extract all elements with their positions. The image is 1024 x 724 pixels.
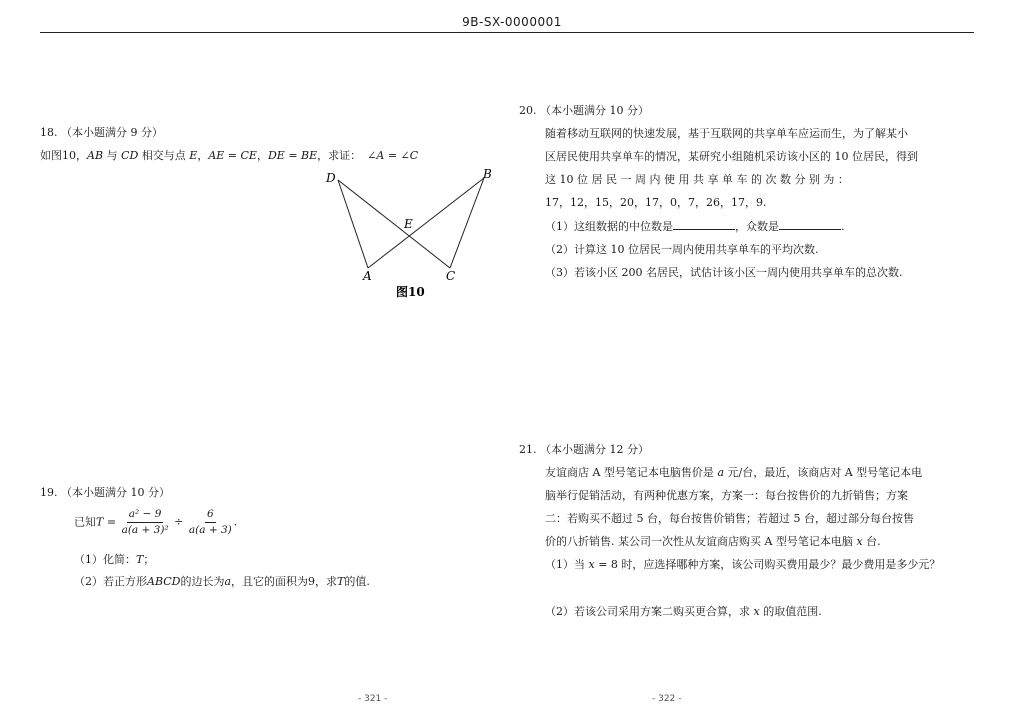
q21-sub-2-c: 的取值范围. <box>759 605 822 618</box>
q19-known-prefix: 已知 <box>74 515 96 529</box>
figure-label-a: A <box>363 269 372 283</box>
q20-sub-1-b: ，众数是 <box>735 220 779 233</box>
figure-label-c: C <box>446 269 456 283</box>
q19-fraction-1 <box>122 508 169 537</box>
q18-text-m: = <box>284 149 302 162</box>
q18-text-i: = <box>224 149 241 162</box>
q19-part-1 <box>74 551 154 567</box>
figure-10 <box>320 164 500 304</box>
q21-sub-1-c: = 8 时，应选择哪种方案，该公司购买费用最少？最少费用是多少元？ <box>594 558 941 571</box>
figure-label-d: D <box>326 171 336 185</box>
q19-part-2 <box>74 573 370 589</box>
q18-text-o: ，求证： <box>317 149 362 162</box>
q21-sub-2-a: （2）若该公司采用方案二购买更合算，求 <box>545 605 754 618</box>
q20-sub-3: （3）若该小区 200 名居民，试估计该小区一周内使用共享单车的总次数. <box>545 266 903 279</box>
q21-line-4-c: 台. <box>862 535 881 548</box>
document-code: 9B-SX-0000001 <box>462 15 562 29</box>
q19-part-2-e: ，且它的面积为9，求 <box>231 575 338 588</box>
q20-mode-blank <box>779 219 841 230</box>
q18-text-a: 如图10， <box>40 149 87 162</box>
q21-sub-2 <box>545 603 822 619</box>
q19-fraction-1-numerator: a² − 9 <box>127 508 164 523</box>
header-rule <box>40 32 974 33</box>
page-number-left: - 321 - <box>358 694 388 704</box>
q21-sub-1-var-x: x <box>588 558 595 571</box>
q21-line-3: 二：若购买不超过 5 台，每台按售价销售；若超过 5 台，超过部分每台按售 <box>545 512 914 525</box>
page-number-right: - 322 - <box>652 694 682 704</box>
q21-line-4-a: 价的八折销售. 某公司一次性从友谊商店购买 A 型号笔记本电脑 <box>545 535 857 548</box>
q19-equals: = <box>103 515 120 529</box>
q19-part-1-t: T <box>136 553 144 566</box>
segment-dc <box>338 180 450 268</box>
q19-t-var: T <box>96 515 104 529</box>
q19-divide: ÷ <box>170 515 187 529</box>
q21-sub-2-var-x: x <box>753 605 760 618</box>
q18-statement <box>40 147 418 163</box>
q19-part-2-abcd: ABCD <box>147 575 181 588</box>
q21-sub-1 <box>545 556 940 572</box>
q19-part-2-g: 的值. <box>344 575 370 588</box>
figure-label-b: B <box>483 167 492 181</box>
q21-line-4 <box>545 533 881 549</box>
q21-line-4-var-x: x <box>856 535 863 548</box>
q19-part-2-a-var: a <box>224 575 232 588</box>
figure-label-e: E <box>404 217 413 231</box>
q18-seg-de: DE <box>267 149 285 162</box>
q18-claim: ∠A = ∠C <box>367 149 419 162</box>
q19-fraction-2 <box>189 508 232 537</box>
q20-sub-1-c: . <box>841 220 845 233</box>
q18-text-e: 相交与点 <box>138 149 190 162</box>
q21-line-1-var-a: a <box>717 466 724 479</box>
q20-title: 20. （本小题满分 10 分） <box>519 104 649 117</box>
q21-line-2: 脑举行促销活动，有两种优惠方案，方案一：每台按售价的九折销售；方案 <box>545 489 908 502</box>
q20-sub-1-a: （1）这组数据的中位数是 <box>545 220 673 233</box>
figure-caption: 图10 <box>396 285 425 299</box>
q20-sub-1 <box>545 218 845 234</box>
q21-line-1-a: 友谊商店 A 型号笔记本电脑售价是 <box>545 466 718 479</box>
q20-line-2: 区居民使用共享单车的情况，某研究小组随机采访该小区的 10 位居民，得到 <box>545 150 918 163</box>
q19-definition <box>74 508 237 537</box>
q19-fraction-2-denominator: a(a + 3) <box>188 524 232 536</box>
q21-sub-1-a: （1）当 <box>545 558 589 571</box>
q21-line-1-c: 元/台，最近，该商店对 A 型号笔记本电 <box>724 466 923 479</box>
q20-line-3: 这 10 位 居 民 一 周 内 使 用 共 享 单 车 的 次 数 分 别 为 ： <box>545 173 849 186</box>
q20-sub-2: （2）计算这 10 位居民一周内使用共享单车的平均次数. <box>545 243 819 256</box>
q21-line-1 <box>545 464 922 480</box>
q18-seg-be: BE <box>301 149 318 162</box>
q18-text-k: ， <box>256 149 268 162</box>
q20-median-blank <box>673 219 735 230</box>
q18-text-c: 与 <box>103 149 122 162</box>
q20-line-4: 17，12，15，20，17，0，7，26，17，9. <box>545 196 767 209</box>
q21-title: 21. （本小题满分 12 分） <box>519 443 649 456</box>
q18-seg-cd: CD <box>121 149 139 162</box>
q19-title: 19. （本小题满分 10 分） <box>40 486 170 499</box>
q18-text-g: ， <box>197 149 209 162</box>
q18-seg-ce: CE <box>240 149 257 162</box>
q19-fraction-2-numerator: 6 <box>205 508 216 523</box>
q18-seg-ae: AE <box>208 149 225 162</box>
q18-seg-ab: AB <box>87 149 104 162</box>
q19-fraction-1-denominator: a(a + 3)² <box>121 524 169 536</box>
segment-da <box>338 180 368 268</box>
q20-line-1: 随着移动互联网的快速发展，基于互联网的共享单车应运而生，为了解某小 <box>545 127 908 140</box>
q19-part-2-c: 的边长为 <box>180 575 225 588</box>
q19-part-1-end: ； <box>143 553 155 566</box>
q19-part-2-t: T <box>337 575 345 588</box>
q19-period: . <box>233 515 238 529</box>
q19-part-1-text: （1）化简： <box>74 553 136 566</box>
q18-title: 18. （本小题满分 9 分） <box>40 126 163 139</box>
q18-point-e: E <box>189 149 198 162</box>
q19-part-2-a: （2）若正方形 <box>74 575 147 588</box>
